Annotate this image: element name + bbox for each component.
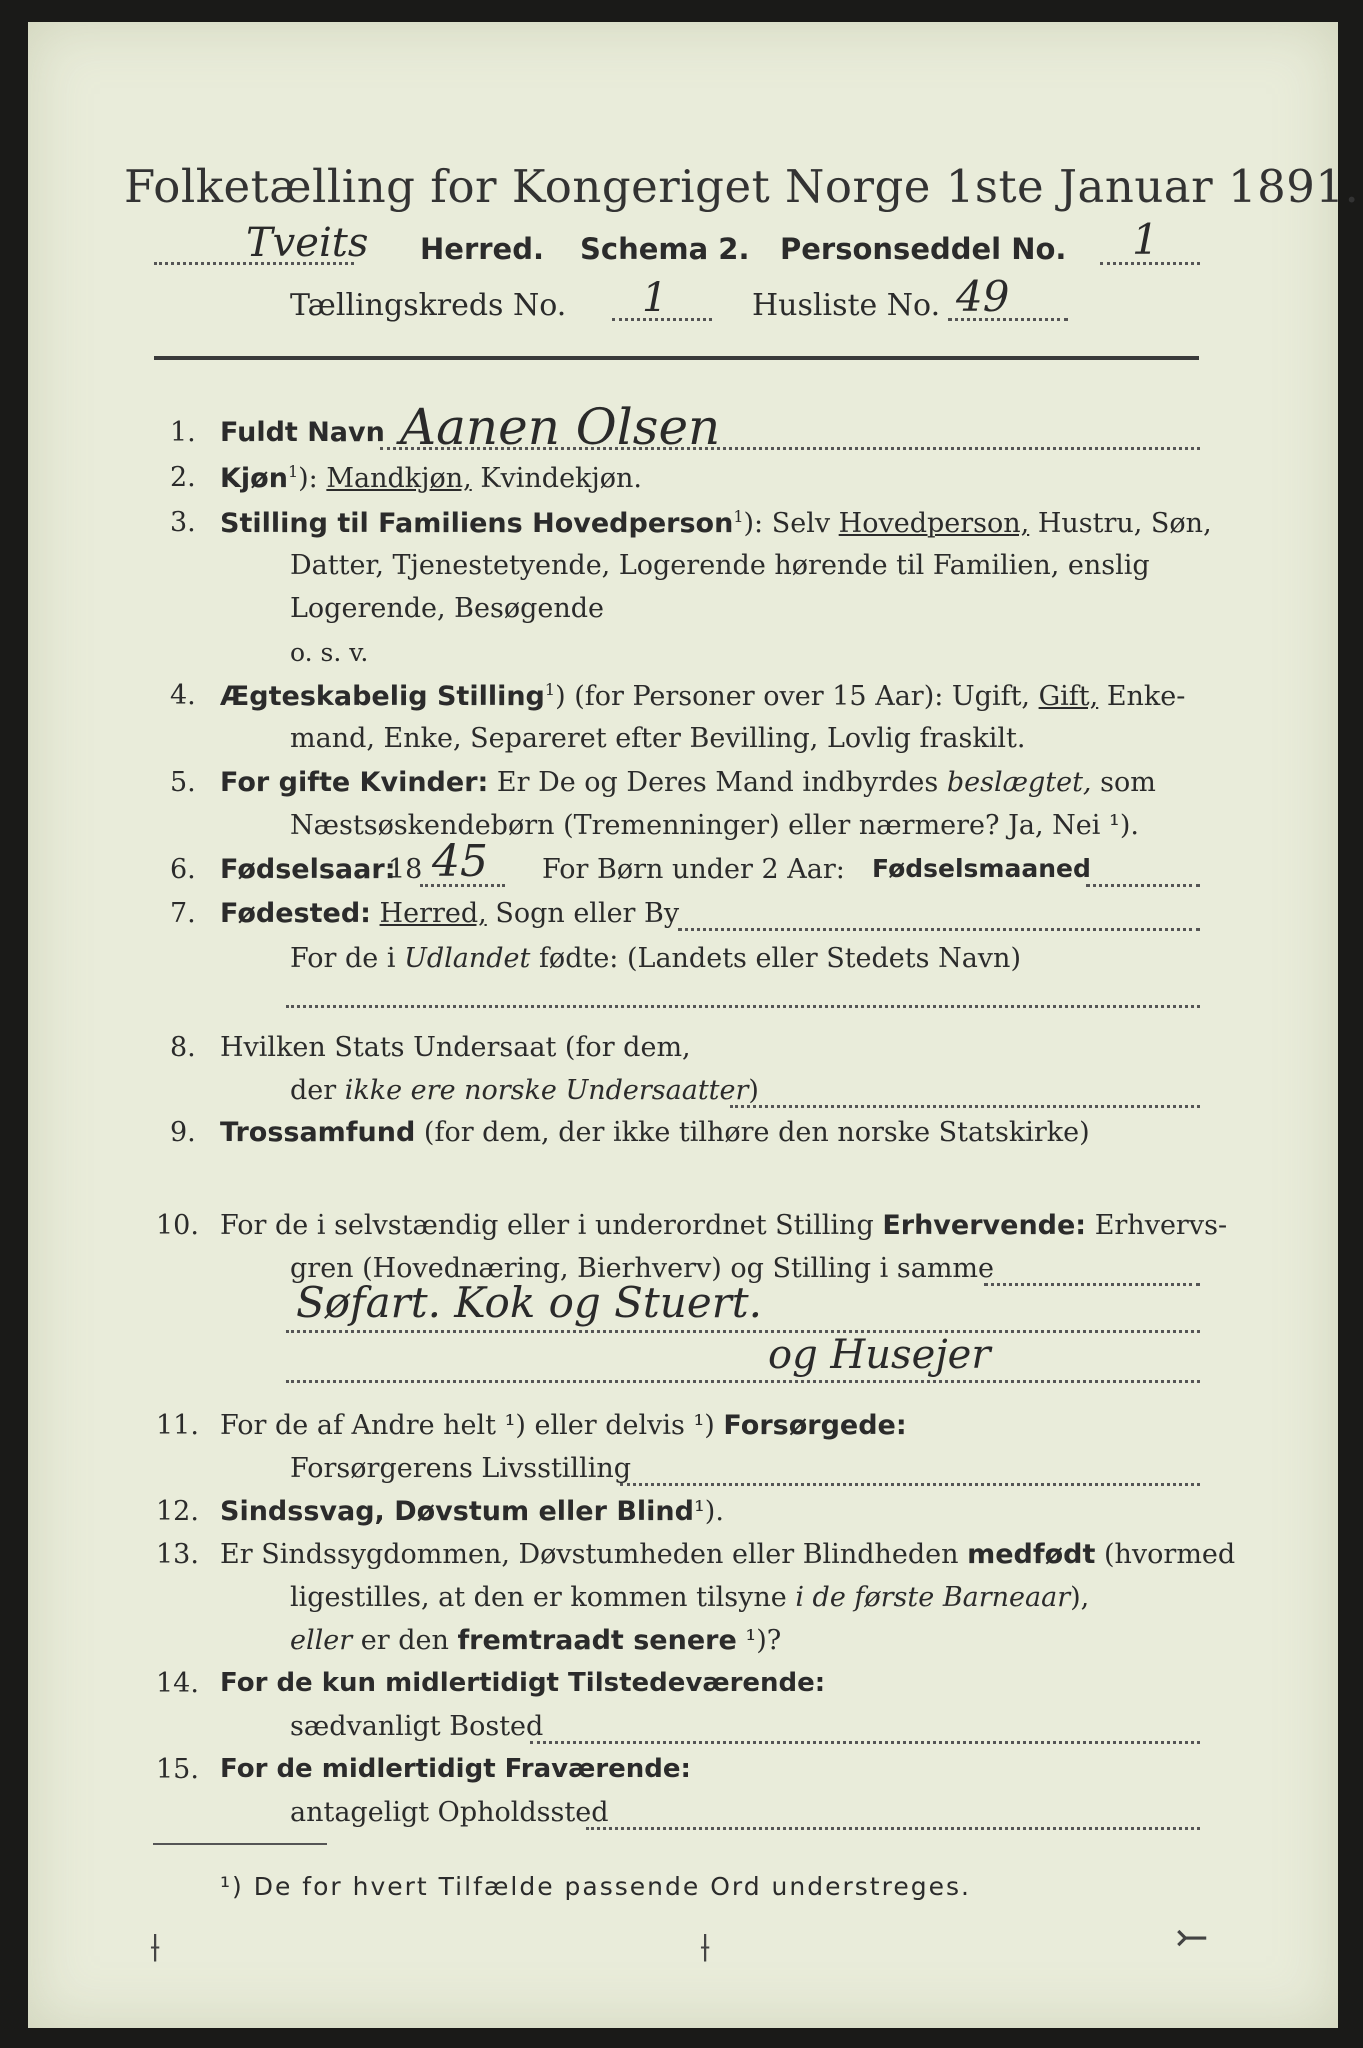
herred-label: Herred. [420,232,544,266]
corner-mark-left: ⟊ [150,1925,161,1971]
item-2-number: 2. [170,462,196,493]
item-14-number: 14. [156,1668,199,1699]
item-10-line-1: For de i selvstændig eller i underordnet Stilling Erhvervende: Erhvervs- [220,1210,1228,1241]
item-6-label: Fødselsaar: [220,854,396,885]
item-7-fill-line [678,928,1200,931]
item-11-line-1: For de af Andre helt ¹) eller delvis ¹) Forsørgede: [220,1410,907,1441]
item-10-fill-line-1 [984,1283,1200,1286]
herred-value: Tveits [246,220,369,266]
item-3-line-2: Datter, Tjenestetyende, Logerende hørende til Familien, enslig [290,550,1150,581]
item-15-line-2: antageligt Opholdssted [290,1797,609,1828]
header-divider [154,356,1199,360]
item-1-value: Aanen Olsen [400,398,721,456]
husliste-value: 49 [956,272,1010,321]
item-8-fill-line [730,1105,1200,1108]
item-8-number: 8. [170,1032,196,1063]
item-4-line-1: Ægteskabelig Stilling$^1$) (for Personer over 15 Aar): Ugift, Gift, Enke- [220,680,1186,712]
item-14-line-2: sædvanligt Bosted [290,1711,544,1742]
item-15-label: For de midlertidigt Fraværende: [220,1754,691,1784]
item-3-line-4: o. s. v. [290,638,369,667]
item-6-label-2: Fødselsmaaned [872,854,1091,883]
item-8-line-2: der ikke ere norske Undersaatter) [290,1075,759,1106]
husliste-label: Husliste No. [752,288,941,323]
item-13-line-3: eller er den fremtraadt senere ¹)? [290,1625,782,1656]
item-6-year-prefix: 18 [388,854,423,885]
item-3-line-3: Logerende, Besøgende [290,593,604,624]
item-1-number: 1. [170,417,196,448]
kreds-label: Tællingskreds No. [290,288,567,323]
item-4-line-2: mand, Enke, Separeret efter Bevilling, Lovlig fraskilt. [290,723,1026,754]
item-6-month-fill-line [1086,884,1200,887]
item-14-label: For de kun midlertidigt Tilstedeværende: [220,1668,826,1698]
item-11-line-2: Forsørgerens Livsstilling [290,1453,632,1484]
item-11-fill-line [620,1483,1200,1486]
item-7-foreign-fill-line [286,1005,1200,1008]
item-3-selected-option: Hovedperson, [838,508,1030,539]
item-5-line-2: Næstsøskendebørn (Tremenninger) eller nærmere? Ja, Nei ¹). [290,810,1139,841]
item-6-number: 6. [170,854,196,885]
item-2-selected-option: Mandkjøn, [326,463,472,494]
item-11-number: 11. [156,1410,199,1441]
personseddel-value: 1 [1132,215,1159,264]
item-4-selected-option: Gift, [1038,681,1099,712]
item-7-selected-option: Herred, [379,898,487,929]
item-10-occupation-value: Søfart. Kok og Stuert. [296,1278,763,1327]
footnote: ¹) De for hvert Tilfælde passende Ord understreges. [220,1872,971,1901]
item-4-number: 4. [170,680,196,711]
item-15-number: 15. [156,1754,199,1785]
item-8-line-1: Hvilken Stats Undersaat (for dem, [220,1032,691,1063]
item-3-line-1: Stilling til Familiens Hovedperson$^1$): Selv Hovedperson, Hustru, Søn, [220,507,1212,539]
census-form-sheet [28,22,1360,2028]
item-7-line-1: Fødested: Herred, Sogn eller By [220,898,680,929]
form-title: Folketælling for Kongeriget Norge 1ste Januar 1891. [124,160,1360,213]
item-6-year-value: 45 [432,836,488,887]
personseddel-label: Personseddel No. [780,232,1067,266]
item-12-number: 12. [156,1496,199,1527]
item-5-number: 5. [170,767,196,798]
corner-mark-center: ⟊ [700,1925,711,1971]
item-5-line-1: For gifte Kvinder: Er De og Deres Mand indbyrdes beslægtet, som [220,767,1156,798]
item-7-line-2: For de i Udlandet fødte: (Landets eller Stedets Navn) [290,943,1021,974]
item-2-text: Kjøn$^1$): Mandkjøn, Kvindekjøn. [220,462,643,494]
schema-label: Schema 2. [580,232,750,266]
item-1-label: Fuldt Navn [220,417,385,448]
footnote-rule [153,1843,327,1845]
item-10-fill-line-3 [286,1380,1200,1383]
item-14-fill-line [530,1741,1200,1744]
item-9-number: 9. [170,1117,196,1148]
item-10-occupation-value-2: og Husejer [768,1332,991,1378]
item-13-number: 13. [156,1539,199,1570]
item-13-line-2: ligestilles, at den er kommen tilsyne i de første Barneaar), [290,1582,1090,1613]
item-7-number: 7. [170,898,196,929]
kreds-value: 1 [642,275,668,321]
item-3-number: 3. [170,507,196,538]
item-13-line-1: Er Sindssygdommen, Døvstumheden eller Blindheden medfødt (hvormed [220,1539,1236,1570]
item-6-text: For Børn under 2 Aar: [542,854,845,885]
item-9-line-1: Trossamfund (for dem, der ikke tilhøre den norske Statskirke) [220,1117,1090,1148]
item-10-number: 10. [156,1210,199,1241]
item-15-fill-line [586,1827,1200,1830]
item-10-line-2: gren (Hovednæring, Bierhverv) og Stilling i samme [290,1253,995,1284]
corner-mark-right: ⤚ [1175,1915,1209,1961]
item-10-fill-line-2 [286,1330,1200,1333]
item-12-line-1: Sindssvag, Døvstum eller Blind¹). [220,1496,724,1527]
